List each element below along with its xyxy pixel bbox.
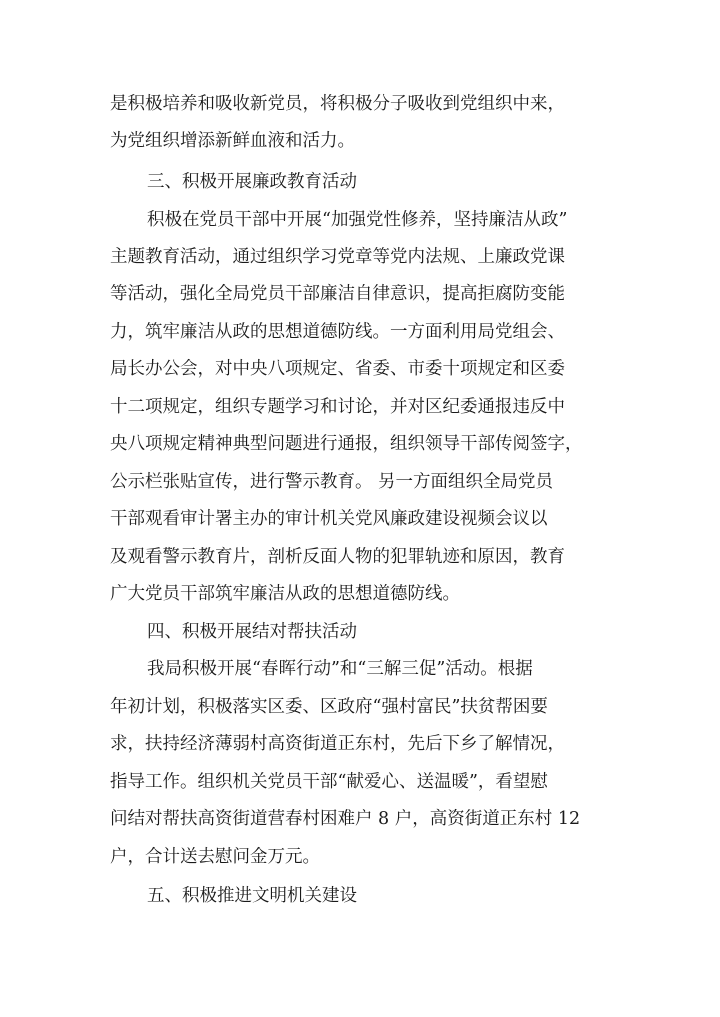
text-line: 及观看警示教育片，剖析反面人物的犯罪轨迹和原因，教育 <box>110 547 565 567</box>
text-line: 公示栏张贴宣传，进行警示教育。 另一方面组织全局党员 <box>110 472 554 492</box>
text-line: 广大党员干部筑牢廉洁从政的思想道德防线。 <box>110 584 460 604</box>
text-line: 力，筑牢廉洁从政的思想道德防线。一方面利用局党组会、 <box>110 322 565 342</box>
text-line: 积极在党员干部中开展“加强党性修养，坚持廉洁从政” <box>147 210 568 230</box>
text-line: 干部观看审计署主办的审计机关党风廉政建设视频会议以 <box>110 509 548 529</box>
text-line: 局长办公会，对中央八项规定、省委、市委十项规定和区委 <box>110 359 565 379</box>
text-line: 指导工作。组织机关党员干部“献爱心、送温暖”，看望慰 <box>110 772 548 792</box>
text-line: 为党组织增添新鲜血液和活力。 <box>110 131 355 151</box>
section-heading-5: 五、积极推进文明机关建设 <box>147 886 357 906</box>
text-line: 年初计划，积极落实区委、区政府“强村富民”扶贫帮困要 <box>110 697 548 717</box>
text-line: 主题教育活动，通过组织学习党章等党内法规、上廉政党课 <box>110 247 565 267</box>
section-heading-4: 四、积极开展结对帮扶活动 <box>147 622 357 642</box>
text-line: 央八项规定精神典型问题进行通报，组织领导干部传阅签字， <box>110 434 583 454</box>
section-heading-3: 三、积极开展廉政教育活动 <box>147 172 357 192</box>
text-line: 求，扶持经济薄弱村高资街道正东村，先后下乡了解情况， <box>110 734 565 754</box>
text-line: 我局积极开展“春晖行动”和“三解三促”活动。根据 <box>147 659 533 679</box>
text-line: 问结对帮扶高资街道营春村困难户 8 户，高资街道正东村 12 <box>110 809 581 829</box>
text-line: 户，合计送去慰问金万元。 <box>110 847 320 867</box>
text-line: 是积极培养和吸收新党员，将积极分子吸收到党组织中来， <box>110 94 565 114</box>
text-line: 等活动，强化全局党员干部廉洁自律意识，提高拒腐防变能 <box>110 284 565 304</box>
text-line: 十二项规定，组织专题学习和讨论，并对区纪委通报违反中 <box>110 397 565 417</box>
